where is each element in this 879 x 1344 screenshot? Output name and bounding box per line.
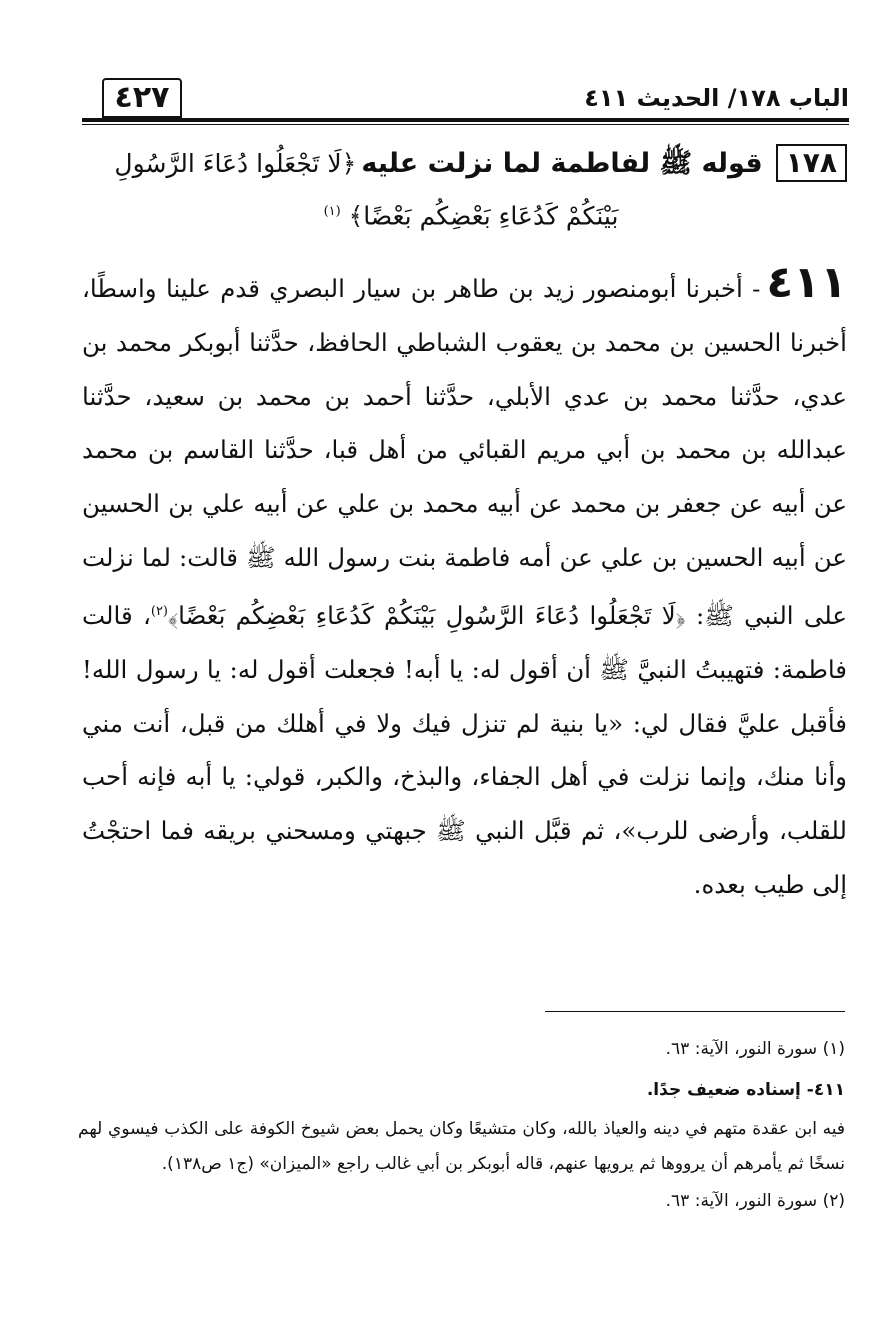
footnote-1: (١) سورة النور، الآية: ٦٣. (665, 1039, 845, 1059)
footnote-ref: (٢) (150, 603, 168, 619)
header-rule-thin (82, 124, 849, 125)
chapter-heading (95, 140, 847, 240)
footnote-2: (٢) سورة النور، الآية: ٦٣. (665, 1191, 845, 1211)
footnote-ref: (١) (323, 204, 341, 219)
chapter-number: ١٧٨ (776, 144, 847, 182)
hadith-body (82, 257, 847, 912)
chapter-verse-line1: ﴿لَا تَجْعَلُوا دُعَاءَ الرَّسُولِ (114, 149, 357, 178)
header-rule (82, 118, 849, 122)
hadith-text: - أخبرنا أبومنصور زيد بن طاهر بن سيار البصري قدم علينا واسطًا، أخبرنا الحسين بن محمد بن يعقوب الشباطي الحافظ، حدَّثنا أبوبكر محمد بن عدي، حدَّثنا محمد بن عدي الأبلي، حدَّثنا أحمد بن محمد بن سعيد، حدَّثنا عبدالله بن محمد بن أبي مريم القبائي من أهل قبا، حدَّثنا القاسم بن محمد عن أبيه عن جعفر بن محمد عن أبيه محمد بن علي عن أبيه علي بن الحسين عن أبيه الحسين بن علي عن أمه فاطمة بنت رسول الله ﷺ قالت: لما نزلت على النبي ﷺ: (82, 274, 847, 630)
running-title: الباب ١٧٨/ الحديث ٤١١ (584, 84, 849, 112)
chapter-title: قوله ﷺ لفاطمة لما نزلت عليه (361, 148, 763, 179)
hadith-verse: ﴿لَا تَجْعَلُوا دُعَاءَ الرَّسُولِ بَيْنَكُمْ كَدُعَاءِ بَعْضِكُم بَعْضًا﴾ (168, 600, 686, 630)
footnote-411-body: فيه ابن عقدة متهم في دينه والعياذ بالله، وكان متشيعًا وكان يحمل بعض شيوخ الكوفة على الكذب فيسوي لهم نسخًا ثم يأمرهم أن يرووها ثم يرويها عنهم، قاله أبوبكر بن أبي غالب راجع «الميزان» (ج١ ص١٣٨). (78, 1119, 845, 1174)
hadith-text-after: ، قالت فاطمة: فتهيبتُ النبيَّ ﷺ أن أقول له: يا أبه! فجعلت أقول له: يا رسول الله! فأقبل عليَّ فقال لي: «يا بنية لم تنزل فيك ولا في أهلك من قبل، أنت مني وأنا منك، وإنما نزلت في أهل الجفاء، والبذخ، والكبر، قولي: يا أبه فإنه أحب للقلب، وأرضى للرب»، ثم قبَّل النبي ﷺ جبهتي ومسحني بريقه فما احتجْتُ إلى طيب بعده. (82, 600, 847, 899)
chapter-verse-line2: بَيْنَكُمْ كَدُعَاءِ بَعْضِكُم بَعْضًا﴾ (348, 201, 619, 231)
footnote-rule (545, 1011, 845, 1012)
footnote-411-heading: ٤١١- إسناده ضعيف جدًا. (646, 1080, 845, 1100)
hadith-number: ٤١١ (766, 257, 847, 308)
footnotes (78, 1030, 845, 1220)
page-number: ٤٢٧ (102, 78, 182, 118)
